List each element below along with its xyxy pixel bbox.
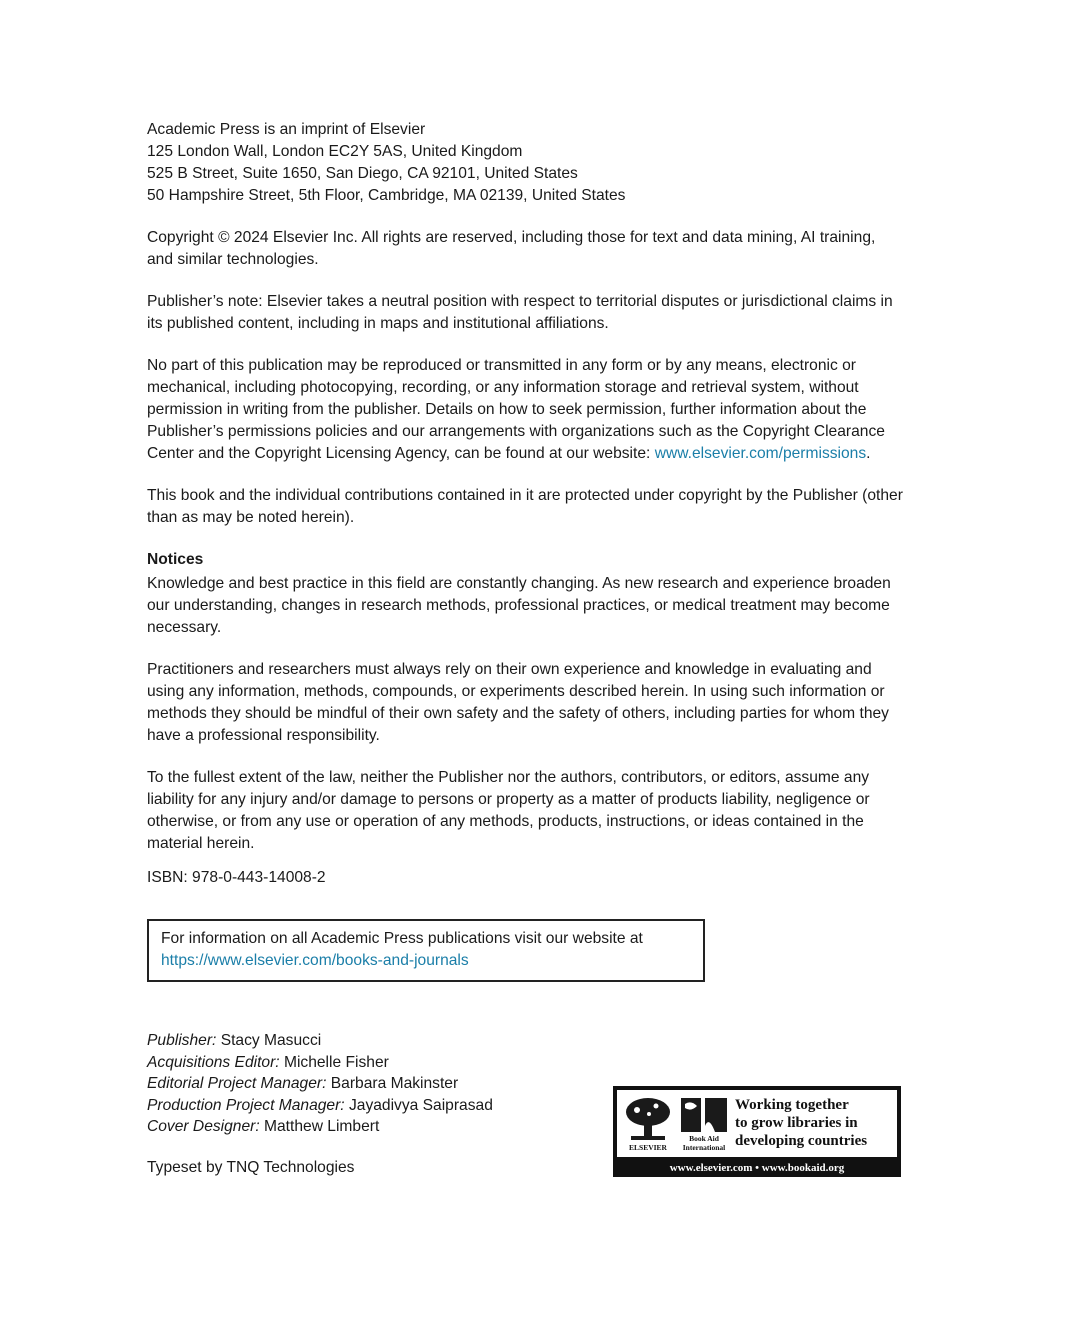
credit-line xyxy=(147,1116,493,1138)
credit-name: Matthew Limbert xyxy=(264,1118,380,1136)
address-line: 125 London Wall, London EC2Y 5AS, United Kingdom xyxy=(147,143,523,160)
credit-line xyxy=(147,1095,493,1117)
permission-text: No part of this publication may be reproduced or transmitted in any form or by any means, electronic or mechanical, including photocopying, recording, or any information storage and retrieval system, without permission in writing from the publisher. Details on how to seek permission, further information about the Publisher’s permissions policies and our arrangements with organizations such as the Copyright Clearance Center and the Copyright Licensing Agency, can be found at our website: xyxy=(147,357,885,462)
copyright-page xyxy=(147,119,903,1022)
notices-paragraph-2: Practitioners and researchers must always rely on their own experience and knowledge in evaluating and using any information, methods, compounds, or experiments described herein. In using such information or methods they should be mindful of their own safety and the safety of others, including parties for whom they have a professional responsibility. xyxy=(147,661,889,744)
publishers-note: Publisher’s note: Elsevier takes a neutral position with respect to territorial disputes or jurisdictional claims in its published content, including in maps and institutional affiliations. xyxy=(147,293,893,332)
address-line: 525 B Street, Suite 1650, San Diego, CA 92101, United States xyxy=(147,165,578,182)
credit-line xyxy=(147,1073,493,1095)
credit-name: Barbara Makinster xyxy=(330,1075,459,1093)
info-box-text: For information on all Academic Press publications visit our website at xyxy=(161,930,643,947)
permission-paragraph xyxy=(147,355,903,465)
credit-role: Publisher: xyxy=(147,1032,217,1049)
banner-line: to grow libraries in xyxy=(735,1115,858,1131)
info-box xyxy=(147,919,705,982)
elsevier-label: ELSEVIER xyxy=(629,1143,667,1152)
credit-role: Production Project Manager: xyxy=(147,1096,345,1114)
credit-role: Editorial Project Manager: xyxy=(147,1075,327,1093)
banner-urls: www.elsevier.com • www.bookaid.org xyxy=(669,1162,845,1174)
protected-statement: This book and the individual contributions contained in it are protected under copyright by the Publisher (other than as may be noted herein). xyxy=(147,487,903,526)
book-aid-banner xyxy=(613,1086,901,1177)
book-aid-logo-icon xyxy=(679,1096,729,1152)
banner-line: Working together xyxy=(735,1097,849,1113)
copyright-statement: Copyright © 2024 Elsevier Inc. All rights are reserved, including those for text and data mining, AI training, and similar technologies. xyxy=(147,229,876,268)
credit-name: Jayadivya Saiprasad xyxy=(348,1096,493,1114)
credit-line xyxy=(147,1030,493,1052)
permissions-link[interactable]: www.elsevier.com/permissions xyxy=(654,445,867,462)
credit-line xyxy=(147,1052,493,1074)
banner-line: developing countries xyxy=(735,1133,868,1149)
credits-list xyxy=(147,1030,493,1138)
banner-slogan xyxy=(735,1096,867,1150)
address-line: 50 Hampshire Street, 5th Floor, Cambridge, MA 02139, United States xyxy=(147,187,626,204)
publisher-address xyxy=(147,119,903,207)
typeset-credit: Typeset by TNQ Technologies xyxy=(147,1159,355,1176)
books-and-journals-link[interactable]: https://www.elsevier.com/books-and-journals xyxy=(161,952,469,969)
notices-heading: Notices xyxy=(147,551,204,568)
elsevier-tree-logo-icon xyxy=(623,1096,673,1152)
notices-paragraph-3: To the fullest extent of the law, neither the Publisher nor the authors, contributors, or editors, assume any liability for any injury and/or damage to persons or property as a matter of products liability, negligence or otherwise, or from any use or operation of any methods, products, instructions, or ideas contained in the material herein. xyxy=(147,769,870,852)
book-aid-label: Book Aid International xyxy=(682,1134,726,1152)
notices-paragraph-1: Knowledge and best practice in this field are constantly changing. As new research and experience broaden our understanding, changes in research methods, professional practices, or medical treatment may become necessary. xyxy=(147,575,891,636)
isbn: ISBN: 978-0-443-14008-2 xyxy=(147,869,326,886)
credit-name: Stacy Masucci xyxy=(220,1032,322,1049)
credit-name: Michelle Fisher xyxy=(283,1053,389,1071)
credit-role: Cover Designer: xyxy=(147,1118,260,1136)
credit-role: Acquisitions Editor: xyxy=(147,1053,280,1071)
banner-panel xyxy=(617,1090,897,1157)
address-line: Academic Press is an imprint of Elsevier xyxy=(147,121,426,138)
permission-end: . xyxy=(866,445,871,462)
